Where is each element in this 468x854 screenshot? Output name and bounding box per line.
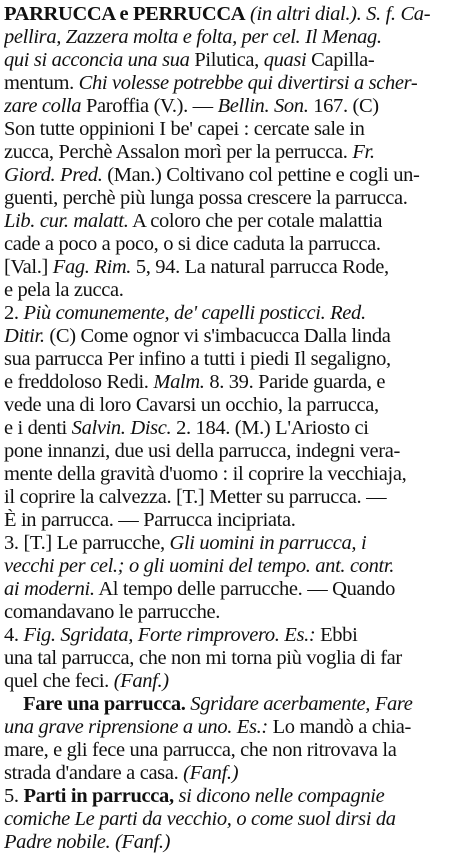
- italic-text: Gli uomini in parrucca, i: [169, 532, 367, 554]
- text-run: il coprire la calvezza. [T.] Metter su parrucca. —: [4, 486, 387, 508]
- text-run: una tal parrucca, che non mi torna più voglia di far: [4, 647, 402, 669]
- text-line: [4, 95, 464, 118]
- text-line: [4, 739, 464, 762]
- text-run: guenti, perchè più lunga possa crescere la parrucca.: [4, 187, 408, 209]
- text-run: 5, 94. La natural parrucca Rode,: [131, 256, 389, 278]
- text-line: [4, 210, 464, 233]
- text-line: [4, 831, 464, 854]
- text-line: [4, 762, 464, 785]
- text-run: Son tutte oppinioni I be' capei : cercate sale in: [4, 118, 365, 140]
- text-line: [4, 302, 464, 325]
- italic-text: Fig. Sgridata, Forte rimprovero. Es.:: [23, 624, 316, 646]
- text-run: 167. (C): [308, 95, 379, 117]
- text-line: [4, 716, 464, 739]
- text-line: [4, 348, 464, 371]
- text-line: [4, 371, 464, 394]
- italic-text: Più comunemente, de' capelli posticci. Red.: [23, 302, 366, 324]
- text-run: zucca, Perchè Assalon morì per la perrucca.: [4, 141, 353, 163]
- italic-text: Malm.: [153, 371, 205, 393]
- text-run: 5.: [4, 785, 24, 807]
- text-line: [4, 808, 464, 831]
- italic-text: quasi: [263, 49, 307, 71]
- italic-text: Ditir.: [4, 325, 45, 347]
- text-line: [4, 141, 464, 164]
- text-line: [4, 647, 464, 670]
- italic-text: Bellin. Son.: [217, 95, 309, 117]
- text-line: [4, 279, 464, 302]
- italic-text: si dicono nelle compagnie: [173, 785, 385, 807]
- text-run: mentum.: [4, 72, 79, 94]
- text-run: quel che feci.: [4, 670, 114, 692]
- text-run: (C) Come ognor vi s'imbacucca Dalla linda: [44, 325, 391, 347]
- text-run: cade a poco a poco, o si dice caduta la parrucca.: [4, 233, 381, 255]
- italic-text: Fag. Rim.: [52, 256, 132, 278]
- text-line: [4, 256, 464, 279]
- italic-text: Chi volesse potrebbe qui divertirsi a scher-: [78, 72, 418, 94]
- italic-text: (Fanf.): [183, 762, 239, 784]
- text-line: [4, 233, 464, 256]
- italic-text: Padre nobile. (Fanf.): [4, 831, 171, 853]
- text-run: comandavano le parrucche.: [4, 601, 221, 623]
- text-line: [4, 118, 464, 141]
- text-line: [4, 624, 464, 647]
- text-line: [4, 785, 464, 808]
- text-line: [4, 463, 464, 486]
- text-run: Pilutica,: [189, 49, 264, 71]
- headword: Parti in parrucca,: [23, 785, 174, 807]
- text-line: [4, 417, 464, 440]
- text-line: [4, 693, 464, 716]
- italic-text: una grave riprensione a uno. Es.:: [4, 716, 268, 738]
- text-line: [4, 26, 464, 49]
- text-run: 2. 184. (M.) L'Ariosto ci: [171, 417, 369, 439]
- text-line: [4, 164, 464, 187]
- text-line: [4, 3, 464, 26]
- headword: Fare una parrucca.: [4, 693, 186, 715]
- italic-text: Salvin. Disc.: [71, 417, 172, 439]
- text-line: [4, 325, 464, 348]
- italic-text: Sgridare acerbamente, Fare: [185, 693, 413, 715]
- text-run: mente della gravità d'uomo : il coprire la vecchiaja,: [4, 463, 407, 485]
- text-line: [4, 532, 464, 555]
- text-line: [4, 509, 464, 532]
- text-run: Ebbi: [315, 624, 358, 646]
- text-run: 8. 39. Paride guarda, e: [204, 371, 386, 393]
- text-line: [4, 601, 464, 624]
- italic-text: ai moderni.: [4, 578, 95, 600]
- text-run: sua parrucca Per infino a tutti i piedi Il segaligno,: [4, 348, 391, 370]
- text-run: e pela la zucca.: [4, 279, 124, 301]
- text-run: 3. [T.] Le parrucche,: [4, 532, 170, 554]
- text-run: vede una di loro Cavarsi un occhio, la parrucca,: [4, 394, 379, 416]
- italic-text: zare colla: [4, 95, 82, 117]
- italic-text: comiche Le parti da vecchio, o come suol dirsi da: [4, 808, 396, 830]
- text-run: [Val.]: [4, 256, 53, 278]
- dictionary-entry: [4, 3, 464, 854]
- text-run: Capilla-: [306, 49, 375, 71]
- text-run: Al tempo delle parrucche. — Quando: [94, 578, 395, 600]
- italic-text: Lib. cur. malatt.: [4, 210, 129, 232]
- text-line: [4, 72, 464, 95]
- text-line: [4, 486, 464, 509]
- italic-text: (Fanf.): [113, 670, 169, 692]
- text-line: [4, 555, 464, 578]
- text-run: A coloro che per cotale malattia: [128, 210, 383, 232]
- text-run: È in parrucca. — Parrucca incipriata.: [4, 509, 296, 531]
- text-run: Paroffia (V.). —: [81, 95, 218, 117]
- italic-text: pellira, Zazzera molta e folta, per cel. Il Menag.: [4, 26, 382, 48]
- italic-text: (in altri dial.). S. f. Ca-: [245, 3, 431, 25]
- text-run: pone innanzi, due usi della parrucca, indegni vera-: [4, 440, 400, 462]
- text-run: (Man.) Coltivano col pettine e cogli un-: [102, 164, 420, 186]
- text-run: e i denti: [4, 417, 72, 439]
- text-line: [4, 578, 464, 601]
- italic-text: Giord. Pred.: [4, 164, 103, 186]
- text-line: [4, 187, 464, 210]
- text-line: [4, 49, 464, 72]
- italic-text: Fr.: [352, 141, 375, 163]
- text-run: Lo mandò a chia-: [267, 716, 412, 738]
- italic-text: vecchi per cel.; o gli uomini del tempo. ant. contr.: [4, 555, 394, 577]
- text-run: mare, e gli fece una parrucca, che non ritrovava la: [4, 739, 397, 761]
- text-run: e freddoloso Redi.: [4, 371, 154, 393]
- text-run: 4.: [4, 624, 24, 646]
- headword: PARRUCCA e PERRUCCA: [4, 3, 246, 25]
- text-line: [4, 440, 464, 463]
- text-run: 2.: [4, 302, 24, 324]
- text-line: [4, 394, 464, 417]
- text-run: strada d'andare a casa.: [4, 762, 184, 784]
- text-line: [4, 670, 464, 693]
- italic-text: qui si acconcia una sua: [4, 49, 190, 71]
